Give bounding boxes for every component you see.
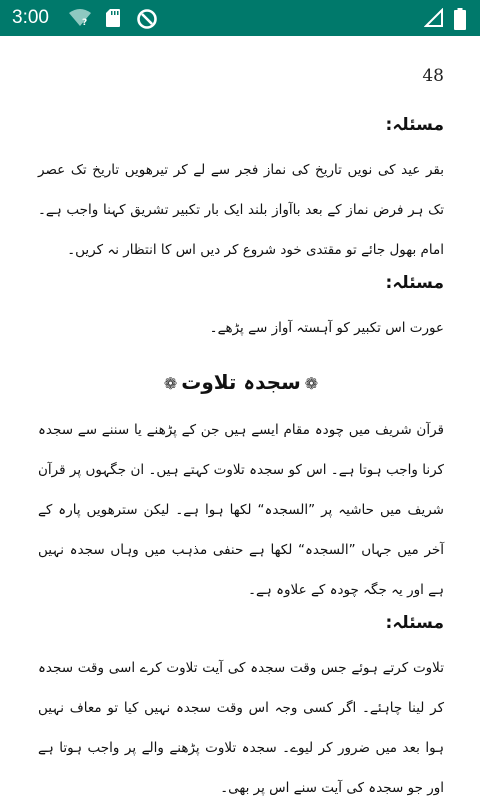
- paragraph: بقر عید کی نویں تاریخ کی نماز فجر سے لے کر تیرھویں تاریخ تک عصر تک ہر فرض نماز کے بعد باآواز بلند ایک بار تکبیر تشریق کہنا واجب ہے۔ امام بھول جائے تو مقتدی خود شروع کر دیں اس کا انتظار نہ کریں۔: [38, 162, 444, 258]
- cell-signal-icon: [424, 8, 444, 32]
- page-number: 48: [422, 66, 444, 86]
- svg-text:?: ?: [82, 18, 88, 28]
- book-page[interactable]: [0, 36, 480, 800]
- masala-heading: مسئلہ:: [385, 273, 444, 293]
- paragraph: عورت اس تکبیر کو آہستہ آواز سے پڑھے۔: [209, 320, 444, 336]
- paragraph: تلاوت کرتے ہوئے جس وقت سجدہ کی آیت تلاوت کرے اسی وقت سجدہ کر لینا چاہئے۔ اگر کسی وجہ اس وقت سجدہ نہیں کیا تو معاف نہیں ہوا بعد میں ضرور کر لیوے۔ سجدہ تلاوت پڑھنے والے پر واجب ہوتا ہے اور جو سجدہ کی آیت سنے اس پر بھی۔: [38, 660, 444, 796]
- battery-icon: [454, 8, 466, 34]
- section-title-text: سجدہ تلاوت: [181, 370, 301, 394]
- status-bar: [0, 0, 480, 36]
- masala-heading: مسئلہ:: [385, 613, 444, 633]
- sd-card-icon: [105, 8, 121, 32]
- ornament-icon: ❁: [163, 374, 178, 393]
- masala-heading: مسئلہ:: [385, 115, 444, 135]
- ornament-icon: ❁: [304, 374, 319, 393]
- status-time: 3:00: [12, 7, 49, 28]
- section-title: [38, 362, 444, 402]
- page-content: [38, 112, 444, 810]
- wifi-question-icon: [68, 8, 92, 32]
- paragraph: قرآن شریف میں چودہ مقام ایسے ہیں جن کے پڑھنے یا سننے سے سجدہ کرنا واجب ہوتا ہے۔ اس کو سجدہ تلاوت کہتے ہیں۔ ان جگہوں پر قرآن شریف میں حاشیہ پر ”السجدہ“ لکھا ہوا ہے۔ لیکن سترھویں پارہ کے آخر میں جہاں ”السجدہ“ لکھا ہے حنفی مذہب میں وہاں سجدہ نہیں ہے اور یہ جگہ چودہ کے علاوہ ہے۔: [38, 422, 444, 598]
- data-saver-icon: [136, 8, 158, 34]
